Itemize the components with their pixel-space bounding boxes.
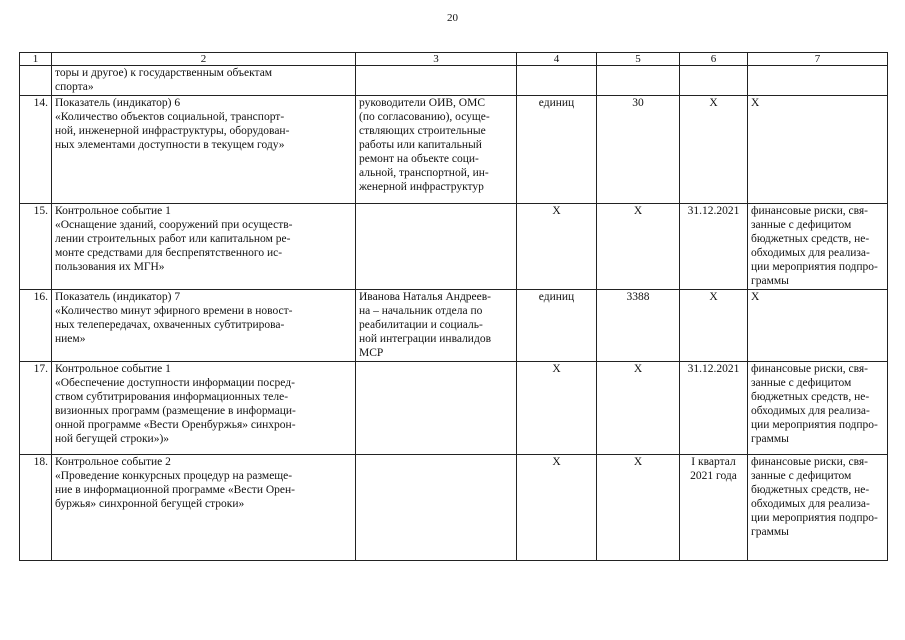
value-cell: X: [597, 455, 680, 561]
unit-cell: X: [517, 204, 597, 290]
table-header-row: [20, 53, 888, 66]
table-row: [20, 204, 888, 290]
event-name-cell: торы и другое) к государственным объектам спорта»: [52, 66, 356, 96]
deadline-cell: [680, 66, 748, 96]
event-name-cell: Показатель (индикатор) 7 «Количество минут эфирного времени в новост- ных телепередачах, охваченных субтитрирова- нием»: [52, 290, 356, 362]
header-cell: 3: [356, 53, 517, 66]
table-row: [20, 362, 888, 455]
deadline-cell: X: [680, 290, 748, 362]
value-cell: 30: [597, 96, 680, 204]
value-cell: 3388: [597, 290, 680, 362]
header-cell: 6: [680, 53, 748, 66]
table-row: [20, 290, 888, 362]
row-number-cell: 14.: [20, 96, 52, 204]
event-name-cell: Показатель (индикатор) 6 «Количество объектов социальной, транспорт- ной, инженерной инфраструктуры, оборудован- ных элементами доступности в текущем году»: [52, 96, 356, 204]
event-name-cell: Контрольное событие 1 «Обеспечение доступности информации посред- ством субтитрирования информационных теле- визионных программ (размещение в информаци- онной программе «Вести Оренбуржья» синхрон- ной бегущей строки»)»: [52, 362, 356, 455]
risks-cell: X: [748, 290, 888, 362]
header-cell: 5: [597, 53, 680, 66]
unit-cell: единиц: [517, 96, 597, 204]
row-number-cell: 17.: [20, 362, 52, 455]
risks-cell: [748, 66, 888, 96]
risks-cell: X: [748, 96, 888, 204]
responsible-cell: [356, 362, 517, 455]
value-cell: X: [597, 362, 680, 455]
header-cell: 7: [748, 53, 888, 66]
event-name-cell: Контрольное событие 1 «Оснащение зданий, сооружений при осуществ- лении строительных работ или капитальном ре- монте средствами для беспрепятственного ис- пользования их МГН»: [52, 204, 356, 290]
header-cell: 4: [517, 53, 597, 66]
responsible-cell: [356, 66, 517, 96]
deadline-cell: 31.12.2021: [680, 362, 748, 455]
table-row: [20, 66, 888, 96]
deadline-cell: 31.12.2021: [680, 204, 748, 290]
unit-cell: X: [517, 455, 597, 561]
event-name-cell: Контрольное событие 2 «Проведение конкурсных процедур на размеще- ние в информационной программе «Вести Орен- буржья» синхронной бегущей строки»: [52, 455, 356, 561]
value-cell: X: [597, 204, 680, 290]
value-cell: [597, 66, 680, 96]
risks-cell: финансовые риски, свя- занные с дефицитом бюджетных средств, не- обходимых для реализа- ции мероприятия подпро- граммы: [748, 204, 888, 290]
table-row: [20, 96, 888, 204]
row-number-cell: [20, 66, 52, 96]
header-cell: 1: [20, 53, 52, 66]
unit-cell: единиц: [517, 290, 597, 362]
responsible-cell: [356, 204, 517, 290]
header-cell: 2: [52, 53, 356, 66]
row-number-cell: 15.: [20, 204, 52, 290]
deadline-cell: X: [680, 96, 748, 204]
page-number: 20: [447, 12, 458, 24]
unit-cell: X: [517, 362, 597, 455]
responsible-cell: Иванова Наталья Андреев- на – начальник отдела по реабилитации и социаль- ной интеграции инвалидов МСР: [356, 290, 517, 362]
responsible-cell: руководители ОИВ, ОМС (по согласованию), осуще- ствляющих строительные работы или капитальный ремонт на объекте соци- альной, транспортной, ин- женерной инфраструктур: [356, 96, 517, 204]
row-number-cell: 18.: [20, 455, 52, 561]
indicators-table: [19, 52, 888, 561]
responsible-cell: [356, 455, 517, 561]
row-number-cell: 16.: [20, 290, 52, 362]
unit-cell: [517, 66, 597, 96]
deadline-cell: I квартал 2021 года: [680, 455, 748, 561]
risks-cell: финансовые риски, свя- занные с дефицитом бюджетных средств, не- обходимых для реализа- ции мероприятия подпро- граммы: [748, 362, 888, 455]
table-row: [20, 455, 888, 561]
risks-cell: финансовые риски, свя- занные с дефицитом бюджетных средств, не- обходимых для реализа- ции мероприятия подпро- граммы: [748, 455, 888, 561]
